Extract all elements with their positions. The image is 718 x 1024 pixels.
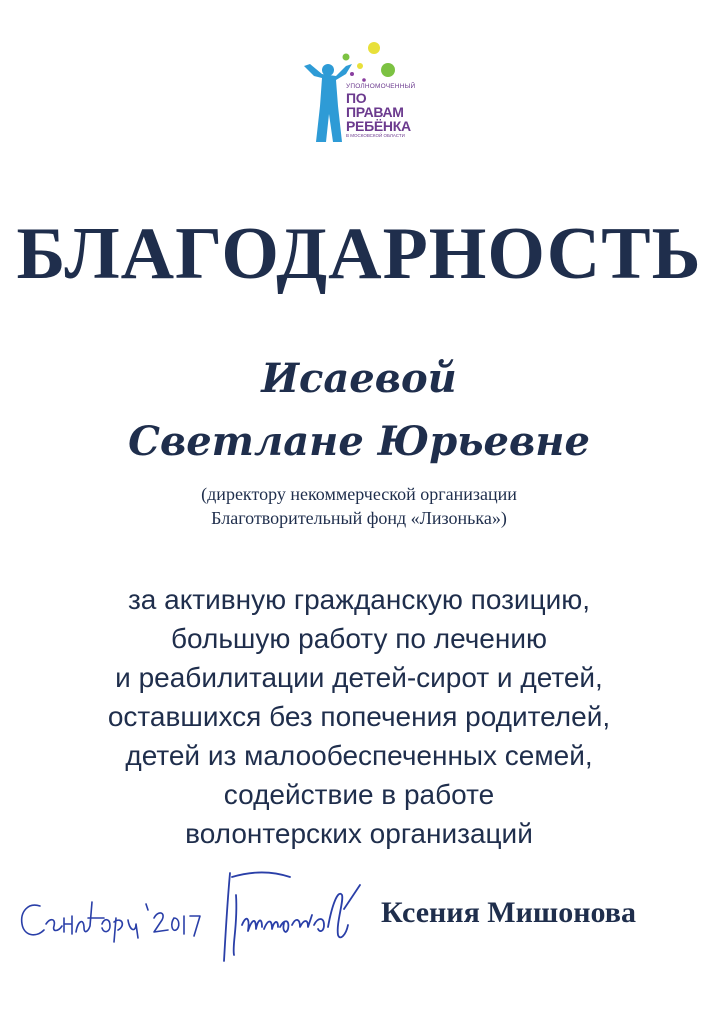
logo-text — [346, 84, 420, 138]
ombudsman-logo — [300, 36, 420, 151]
reason-line: за активную гражданскую позицию, — [127, 584, 591, 615]
signer-name: Ксения Мишонова — [381, 896, 636, 929]
reason-line: детей из малообеспеченных семей, — [125, 740, 593, 771]
handwritten-date — [18, 888, 203, 958]
logo-line-3: РЕБЁНКА — [346, 117, 411, 134]
recipient-surname: Исаевой — [261, 355, 457, 402]
reason-line: и реабилитации детей-сирот и детей, — [115, 662, 603, 693]
reason-line: содействие в работе — [223, 779, 495, 810]
reason-text — [0, 580, 718, 853]
document-title: БЛАГОДАРНОСТЬ — [16, 213, 702, 295]
recipient-given-names: Светлане Юрьевне — [128, 418, 590, 465]
position-line-2: Благотворительный фонд «Лизонька») — [211, 508, 507, 528]
logo-line-1: УПОЛНОМОЧЕННЫЙ — [346, 83, 416, 90]
recipient-position — [0, 482, 718, 530]
logo-line-4: В МОСКОВСКОЙ ОБЛАСТИ — [346, 132, 405, 138]
position-line-1: (директору некоммерческой организации — [201, 484, 517, 504]
reason-line: волонтерских организаций — [185, 818, 533, 849]
logo-line-2: ПО ПРАВАМ — [346, 89, 404, 120]
handwritten-signature — [212, 865, 372, 965]
reason-line: большую работу по лечению — [171, 623, 547, 654]
reason-line: оставшихся без попечения родителей, — [107, 701, 611, 732]
